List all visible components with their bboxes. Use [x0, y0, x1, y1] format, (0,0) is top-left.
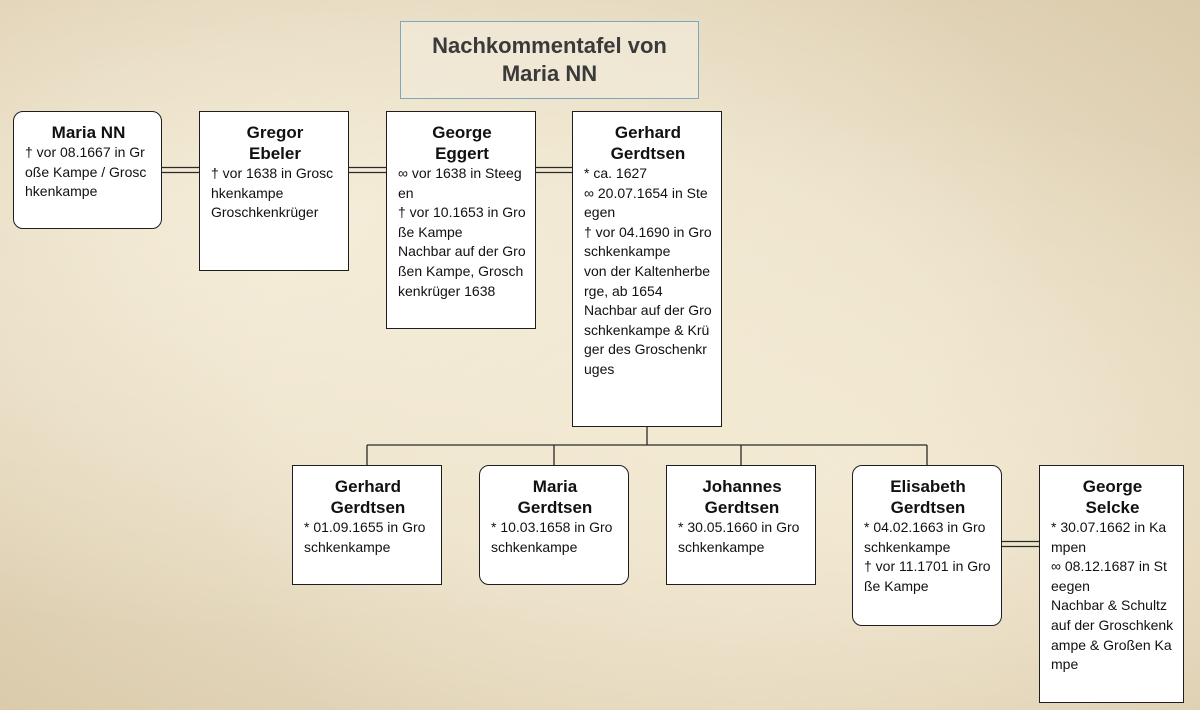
person-name-line: Gerdtsen — [704, 498, 780, 517]
detail-line: * 10.03.1658 in Groschkenkampe — [491, 519, 613, 555]
person-name-line: Maria — [532, 477, 578, 496]
detail-line: * 30.07.1662 in Kampen — [1051, 519, 1167, 555]
detail-line: † vor 1638 in Groschkenkampe — [211, 165, 334, 201]
person-name-line: Gregor — [246, 123, 304, 142]
person-name — [398, 122, 526, 164]
person-name — [584, 122, 712, 164]
person-name — [491, 476, 619, 518]
person-details — [584, 164, 712, 380]
detail-line: † vor 10.1653 in Große Kampe — [398, 204, 526, 240]
person-card-gregor-ebeler — [199, 111, 349, 271]
detail-line: Groschkenkrüger — [211, 204, 319, 221]
person-name — [864, 476, 992, 518]
person-name — [304, 476, 432, 518]
person-name — [211, 122, 339, 164]
person-details — [398, 164, 526, 301]
person-card-johannes-gerdtsen — [666, 465, 816, 585]
person-details — [25, 143, 152, 202]
person-name-line: Selcke — [1085, 498, 1140, 517]
person-name-line: Ebeler — [249, 144, 301, 163]
person-name — [678, 476, 806, 518]
person-name-line: Gerhard — [334, 477, 402, 496]
person-name-line: Gerhard — [614, 123, 682, 142]
detail-line: von der Kaltenherberge, ab 1654 — [584, 262, 711, 299]
person-name-line: Johannes — [702, 477, 782, 496]
person-card-maria-gerdtsen — [479, 465, 629, 585]
detail-line: * 30.05.1660 in Groschkenkampe — [678, 519, 800, 555]
person-card-george-selcke — [1039, 465, 1184, 703]
detail-line: Nachbar auf der Großen Kampe, Groschkenkrüger 1638 — [398, 243, 526, 299]
person-name-line: Gerdtsen — [610, 144, 686, 163]
person-name-line: Eggert — [435, 144, 489, 163]
person-name — [1051, 476, 1174, 518]
detail-line: † vor 08.1667 in Große Kampe / Groschkenkampe — [25, 144, 147, 200]
person-name-line: George — [432, 123, 492, 142]
person-name-line: Gerdtsen — [517, 498, 593, 517]
detail-line: * 04.02.1663 in Groschkenkampe — [864, 519, 986, 555]
detail-line: ∞ 08.12.1687 in Steegen — [1051, 558, 1167, 594]
chart-title-line-2: Maria NN — [501, 61, 598, 86]
detail-line: † vor 11.1701 in Große Kampe — [864, 558, 991, 594]
person-name-line: George — [1082, 477, 1143, 496]
detail-line: ∞ 20.07.1654 in Steegen — [584, 184, 708, 221]
person-name-line: Gerdtsen — [330, 498, 406, 517]
person-details — [304, 518, 432, 557]
person-name-line: Elisabeth — [890, 477, 966, 496]
detail-line: * ca. 1627 — [584, 165, 648, 181]
detail-line: Nachbar auf der Groschkenkampe & Krüger des Groschenkruges — [584, 302, 712, 377]
person-name-line: Gerdtsen — [890, 498, 966, 517]
chart-title-line-1: Nachkommentafel von — [432, 33, 667, 58]
person-details — [864, 518, 992, 596]
person-card-george-eggert — [386, 111, 536, 329]
person-details — [678, 518, 806, 557]
person-details — [491, 518, 619, 557]
detail-line: Nachbar & Schultz auf der Groschkenkampe & Großen Kampe — [1051, 597, 1174, 673]
person-details — [1051, 518, 1174, 675]
person-card-gerhard-gerdtsen-jr — [292, 465, 442, 585]
person-card-gerhard-gerdtsen-sr — [572, 111, 722, 427]
person-card-maria-nn — [13, 111, 162, 229]
person-card-elisabeth-gerdtsen — [852, 465, 1002, 626]
descendant-connectors — [367, 426, 927, 465]
detail-line: * 01.09.1655 in Groschkenkampe — [304, 519, 426, 555]
detail-line: † vor 04.1690 in Groschkenkampe — [584, 223, 712, 260]
person-details — [211, 164, 339, 223]
person-name-line: Maria NN — [51, 123, 126, 142]
person-name — [25, 122, 152, 143]
detail-line: ∞ vor 1638 in Steegen — [398, 165, 522, 201]
